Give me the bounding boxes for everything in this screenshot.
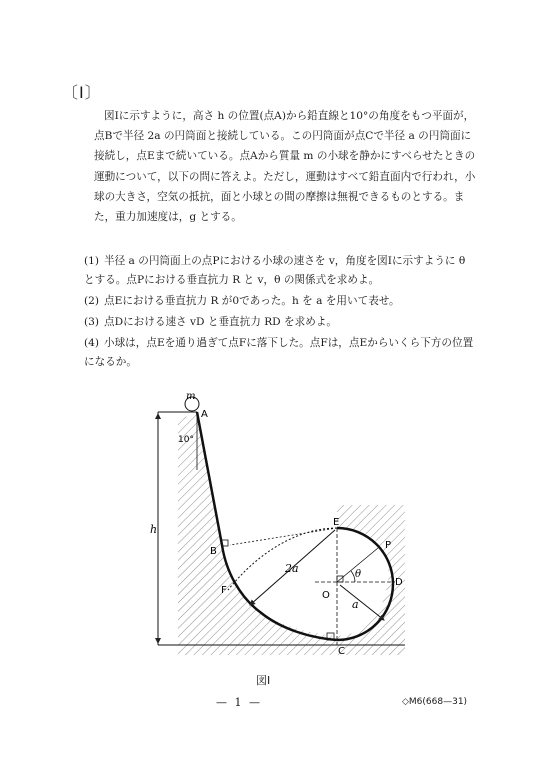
question-number: (1) bbox=[84, 255, 100, 267]
problem-intro: 図Ⅰに示すように，高さ h の位置(点A)から鉛直線と10°の角度をもつ平面が，点Bで半径 2a の円筒面と接続している。この円筒面が点Cで半径 a の円筒面に接続し，点Eまで続いている。点Aから質量 m の小球を静かにすべらせたときの運動について，以下の問に答えよ。ただし，運動はすべて鉛直面内で行われ，小球の大きさ，空気の抵抗，面と小球との間の摩擦は無視できるものとする。また，重力加速度は，g とする。 bbox=[94, 110, 476, 224]
label-D: D bbox=[395, 577, 403, 588]
question-2 bbox=[84, 292, 478, 311]
label-m: m bbox=[186, 391, 196, 402]
question-number: (3) bbox=[84, 316, 100, 328]
label-angle: 10° bbox=[178, 435, 194, 445]
question-text: 半径 a の円筒面上の点Pにおける小球の速さを v，角度を図Ⅰに示すように θ とする。点Pにおける垂直抗力 R と v，θ の関係式を求めよ。 bbox=[84, 255, 466, 286]
exam-code: ◇M6(668—31) bbox=[402, 697, 468, 707]
page-number: — 1 — bbox=[216, 696, 262, 709]
label-B: B bbox=[210, 546, 217, 557]
label-A: A bbox=[201, 409, 208, 420]
figure-diagram bbox=[150, 385, 420, 670]
question-4 bbox=[84, 334, 478, 372]
label-F: F bbox=[221, 585, 227, 596]
label-2a: 2a bbox=[285, 562, 299, 575]
label-theta: θ bbox=[355, 569, 362, 580]
question-text: 点Dにおける速さ vD と垂直抗力 RD を求めよ。 bbox=[104, 316, 338, 328]
section-heading: 〔Ⅰ〕 bbox=[62, 83, 102, 102]
label-a: a bbox=[352, 598, 359, 611]
question-3 bbox=[84, 313, 478, 332]
question-text: 小球は，点Eを通り過ぎて点Fに落下した。点Fは，点Eからいくら下方の位置になるか。 bbox=[84, 337, 474, 368]
label-P: P bbox=[385, 540, 392, 551]
label-h: h bbox=[150, 523, 158, 536]
label-E: E bbox=[333, 517, 340, 528]
label-C: C bbox=[338, 646, 345, 657]
label-O: O bbox=[322, 590, 330, 601]
question-text: 点Eにおける垂直抗力 R が0であった。h を a を用いて表せ。 bbox=[104, 295, 400, 307]
figure-caption: 図Ⅰ bbox=[256, 674, 271, 687]
question-1 bbox=[84, 252, 478, 290]
question-number: (2) bbox=[84, 295, 100, 307]
question-number: (4) bbox=[84, 337, 100, 349]
